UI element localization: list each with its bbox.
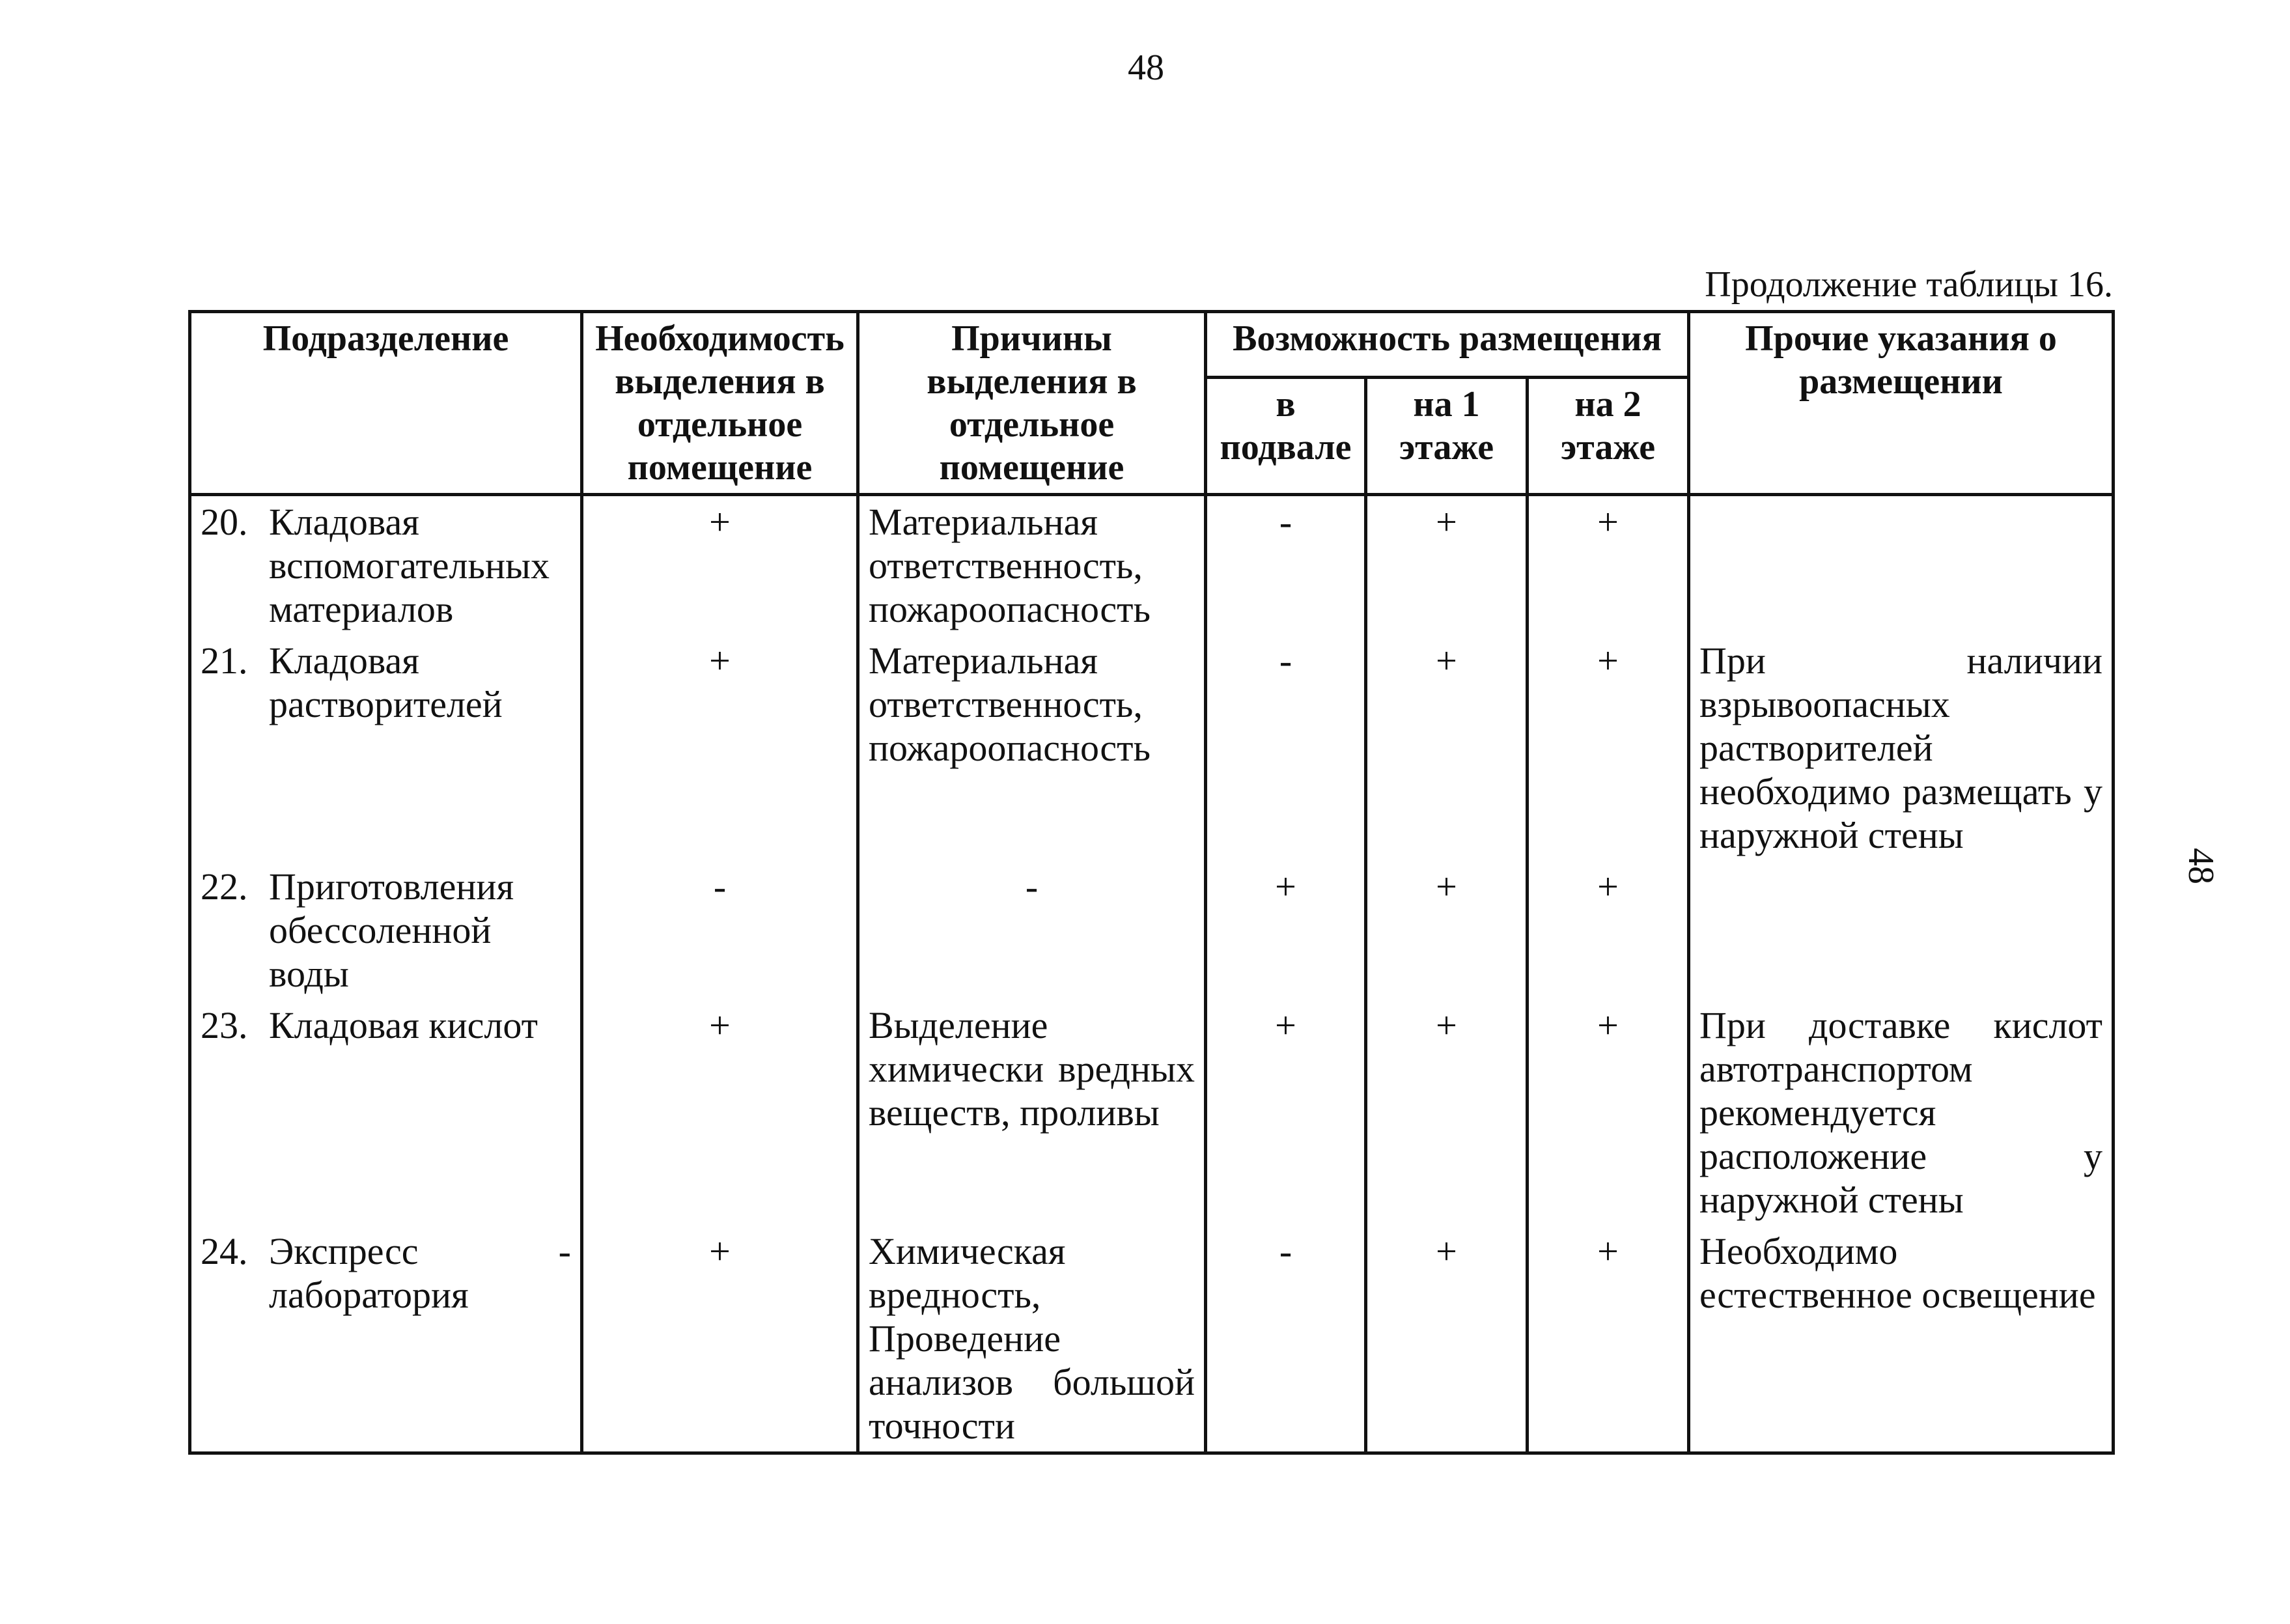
row-name: Экспресс - лаборатория	[269, 1230, 571, 1316]
cell-floor1: +	[1366, 635, 1528, 861]
cell-basement: +	[1206, 1000, 1366, 1225]
header-reasons: Причины выделения в отдельное помещение	[858, 312, 1206, 495]
header-necessity: Необходимость выделения в отдельное помещение	[582, 312, 858, 495]
table-caption: Продолжение таблицы 16.	[1705, 264, 2113, 305]
cell-other	[1689, 495, 2114, 636]
cell-other: При наличии взрывоопасных растворителей необходимо размещать у наружной стены	[1689, 635, 2114, 861]
cell-other: Необходимо естественное освещение	[1689, 1225, 2114, 1453]
page-number: 48	[1128, 48, 1164, 88]
cell-floor2: +	[1528, 495, 1689, 636]
row-number: 22.	[201, 865, 248, 908]
cell-reasons: Материальная ответственность, пожароопасность	[858, 635, 1206, 861]
cell-basement: -	[1206, 635, 1366, 861]
cell-other	[1689, 861, 2114, 1000]
header-subdivision: Подразделение	[190, 312, 582, 495]
row-number: 20.	[201, 501, 248, 543]
cell-floor1: +	[1366, 1000, 1528, 1225]
header-basement: в подвале	[1206, 377, 1366, 494]
cell-necessity: +	[582, 1000, 858, 1225]
row-name: Приготовления обессоленной воды	[269, 865, 514, 995]
cell-name	[190, 1000, 582, 1225]
cell-reasons: Материальная ответственность, пожароопасность	[858, 495, 1206, 636]
cell-necessity: -	[582, 861, 858, 1000]
cell-reasons: -	[858, 861, 1206, 1000]
header-other: Прочие указания о размещении	[1689, 312, 2114, 495]
cell-other: При доставке кислот автотранспортом рекомендуется расположение у наружной стены	[1689, 1000, 2114, 1225]
cell-floor2: +	[1528, 1225, 1689, 1453]
table-row	[190, 1225, 2114, 1453]
cell-reasons: Выделение химически вредных веществ, проливы	[858, 1000, 1206, 1225]
cell-necessity: +	[582, 1225, 858, 1453]
cell-floor2: +	[1528, 635, 1689, 861]
cell-name	[190, 635, 582, 861]
cell-basement: -	[1206, 495, 1366, 636]
cell-floor2: +	[1528, 861, 1689, 1000]
cell-necessity: +	[582, 635, 858, 861]
row-number: 21.	[201, 639, 248, 682]
cell-name	[190, 1225, 582, 1453]
cell-necessity: +	[582, 495, 858, 636]
table-row	[190, 1000, 2114, 1225]
placement-table	[188, 310, 2115, 1455]
cell-floor1: +	[1366, 861, 1528, 1000]
cell-floor1: +	[1366, 1225, 1528, 1453]
table-row	[190, 495, 2114, 636]
header-floor2: на 2 этаже	[1528, 377, 1689, 494]
table-row	[190, 861, 2114, 1000]
row-number: 24.	[201, 1230, 248, 1272]
row-name: Кладовая вспомогательных материалов	[269, 501, 550, 630]
row-name: Кладовая кислот	[269, 1004, 538, 1046]
cell-floor2: +	[1528, 1000, 1689, 1225]
header-floor1: на 1 этаже	[1366, 377, 1528, 494]
cell-name	[190, 495, 582, 636]
row-number: 23.	[201, 1004, 248, 1046]
row-name: Кладовая растворителей	[269, 639, 503, 725]
cell-basement: -	[1206, 1225, 1366, 1453]
cell-name	[190, 861, 582, 1000]
side-page-number: 48	[2181, 848, 2221, 884]
cell-basement: +	[1206, 861, 1366, 1000]
header-placement-group: Возможность размещения	[1206, 312, 1689, 378]
cell-reasons: Химическая вредность, Проведение анализов большой точности	[858, 1225, 1206, 1453]
table-row	[190, 635, 2114, 861]
cell-floor1: +	[1366, 495, 1528, 636]
